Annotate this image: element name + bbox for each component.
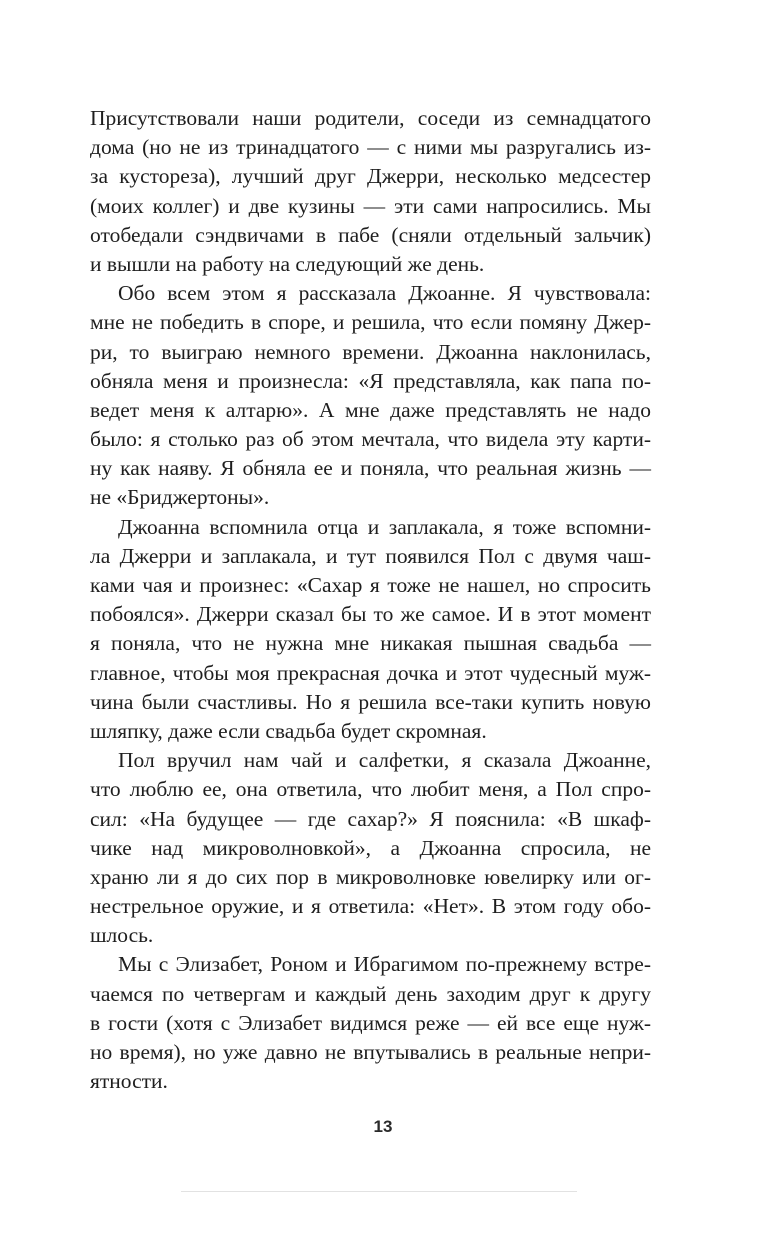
text-line: в гости (хотя с Элизабет видимся реже — ей все еще нуж-	[90, 1010, 651, 1035]
text-line: чаемся по четвергам и каждый день заходим друг к другу	[90, 981, 651, 1006]
text-line: я поняла, что не нужна мне никакая пышная свадьба —	[90, 631, 651, 656]
text-line: Обо всем этом я рассказала Джоанне. Я чувствовала:	[118, 281, 651, 306]
paragraph	[90, 513, 651, 747]
paragraph	[90, 279, 651, 513]
body-text	[90, 104, 651, 1096]
paragraph	[90, 950, 651, 1096]
text-line: шлось.	[90, 923, 154, 948]
text-line: сил: «На будущее — где сахар?» Я пояснила: «В шкаф-	[90, 806, 651, 831]
text-line: ну как наяву. Я обняла ее и поняла, что реальная жизнь —	[90, 456, 651, 481]
text-line: чина были счастливы. Но я решила все-таки купить новую	[90, 689, 651, 714]
text-line: ла Джерри и заплакала, и тут появился Пол с двумя чаш-	[90, 543, 651, 568]
text-line: обняла меня и произнесла: «Я представляла, как папа по-	[90, 368, 651, 393]
paragraph	[90, 104, 651, 279]
page-number: 13	[373, 1117, 393, 1136]
text-line: храню ли я до сих пор в микроволновке ювелирку или ог-	[90, 864, 651, 889]
text-line: шляпку, даже если свадьба будет скромная.	[90, 718, 487, 743]
bottom-divider	[181, 1191, 577, 1192]
text-line: ятности.	[90, 1069, 168, 1094]
text-line: что люблю ее, она ответила, что любит меня, а Пол спро-	[90, 777, 651, 802]
text-line: ведет меня к алтарю». А мне даже представлять не надо	[90, 397, 651, 422]
text-line: отобедали сэндвичами в пабе (сняли отдельный зальчик)	[90, 222, 651, 247]
text-line: главное, чтобы моя прекрасная дочка и этот чудесный муж-	[90, 660, 651, 685]
text-line: и вышли на работу на следующий же день.	[90, 251, 485, 276]
text-line: за кустореза), лучший друг Джерри, несколько медсестер	[90, 164, 651, 189]
text-line: не «Бриджертоны».	[90, 485, 270, 510]
text-line: чике над микроволновкой», а Джоанна спросила, не	[90, 835, 651, 860]
text-line: но время), но уже давно не впутывались в реальные непри-	[90, 1040, 651, 1064]
paragraph	[90, 746, 651, 950]
text-line: ками чая и произнес: «Сахар я тоже не нашел, но спросить	[90, 573, 651, 597]
text-line: мне не победить в споре, и решила, что если помяну Джер-	[90, 310, 651, 335]
text-line: Мы с Элизабет, Роном и Ибрагимом по-прежнему встре-	[118, 952, 651, 977]
text-line: побоялся». Джерри сказал бы то же самое. И в этот момент	[90, 602, 651, 627]
text-line: ри, то выиграю немного времени. Джоанна наклонилась,	[90, 339, 651, 364]
text-line: Пол вручил нам чай и салфетки, я сказала Джоанне,	[118, 748, 651, 773]
text-line: было: я столько раз об этом мечтала, что видела эту карти-	[90, 427, 651, 452]
text-line: дома (но не из тринадцатого — с ними мы разругались из-	[90, 135, 651, 160]
text-line: Джоанна вспомнила отца и заплакала, я тоже вспомни-	[118, 514, 651, 539]
text-line: (моих коллег) и две кузины — эти сами напросились. Мы	[90, 193, 651, 218]
text-line: Присутствовали наши родители, соседи из семнадцатого	[90, 106, 651, 130]
text-line: нестрельное оружие, и я ответила: «Нет». В этом году обо-	[90, 894, 651, 919]
